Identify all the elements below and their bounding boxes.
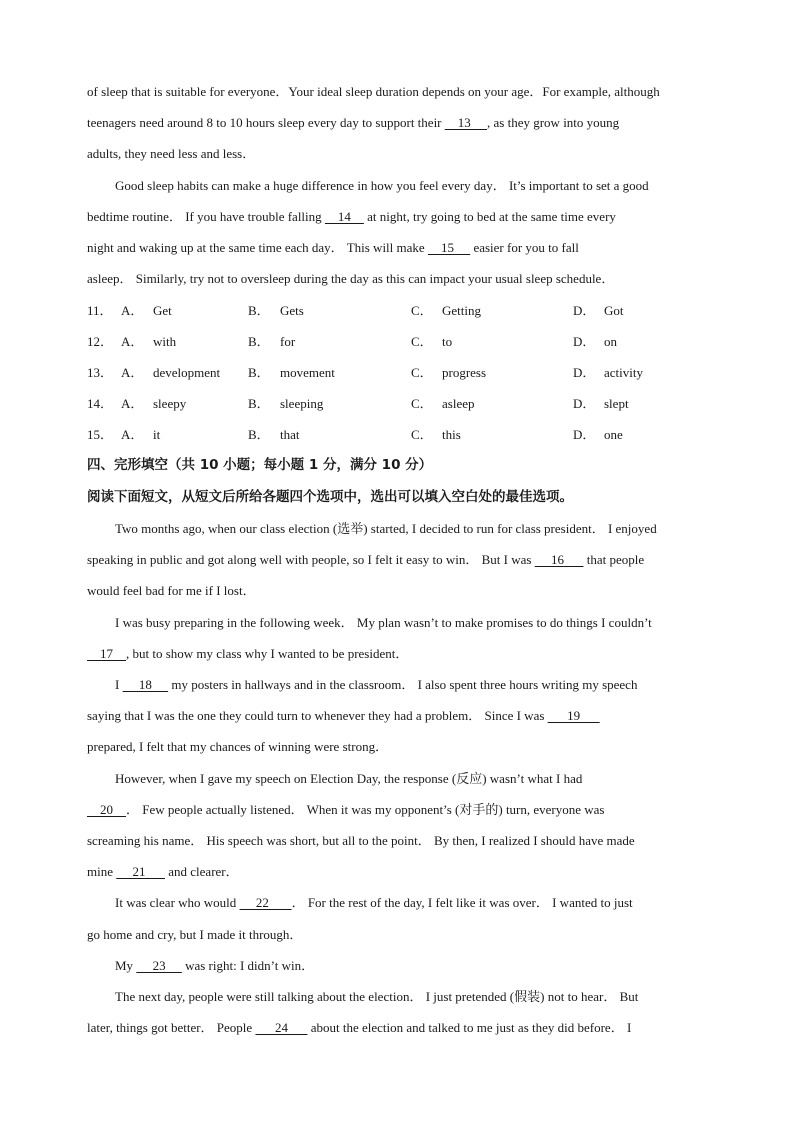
- text: My: [115, 958, 137, 973]
- text: about the election and talked to me just as they did before． I: [307, 1020, 632, 1035]
- text: later, things got better． People: [87, 1020, 256, 1035]
- blank-14[interactable]: 14: [324, 209, 364, 224]
- text: would feel bad for me if I lost．: [87, 583, 256, 598]
- text: my posters in hallways and in the classroom． I also spent three hours writing my speech: [168, 677, 638, 692]
- option-c[interactable]: progress: [442, 365, 487, 380]
- option-b[interactable]: Gets: [280, 303, 304, 318]
- passage-line: [87, 1020, 711, 1036]
- text: I: [115, 677, 123, 692]
- section-title: 四、完形填空（共 10 小题；每小题 1 分，满分 10 分）: [87, 457, 433, 473]
- blank-24[interactable]: 24: [255, 1020, 308, 1035]
- question-number: 12．: [87, 334, 114, 349]
- blank-23[interactable]: 23: [136, 958, 182, 973]
- text: adults, they need less and less．: [87, 146, 256, 161]
- option-letter: B．: [248, 334, 270, 349]
- text: night and waking up at the same time each day． This will make: [87, 240, 428, 255]
- text: go home and cry, but I made it through．: [87, 927, 303, 942]
- blank-13[interactable]: 13: [444, 115, 488, 130]
- passage-line: [87, 209, 711, 225]
- text: mine: [87, 864, 117, 879]
- option-c[interactable]: Getting: [442, 303, 481, 318]
- option-c[interactable]: to: [442, 334, 453, 349]
- question-options-13: [87, 365, 707, 381]
- passage-line: [87, 240, 711, 256]
- option-letter: C．: [411, 365, 433, 380]
- text: was right: I didn’t win．: [181, 958, 315, 973]
- question-number: 11．: [87, 303, 113, 318]
- text: Good sleep habits can make a huge difference in how you feel every day． It’s important to set a good: [115, 178, 649, 193]
- text: ． For the rest of the day, I felt like it was over． I wanted to just: [291, 895, 633, 910]
- text: , as they grow into young: [487, 115, 620, 130]
- question-options-14: [87, 396, 707, 412]
- passage-line: [115, 958, 711, 974]
- text: easier for you to fall: [470, 240, 579, 255]
- passage-line: [87, 146, 711, 162]
- text: screaming his name． His speech was short, but all to the point． By then, I realized I should have made: [87, 833, 635, 848]
- option-letter: A．: [121, 334, 144, 349]
- blank-18[interactable]: 18: [122, 677, 169, 692]
- question-number: 15．: [87, 427, 114, 442]
- option-letter: C．: [411, 427, 433, 442]
- passage-line: [87, 271, 711, 287]
- option-d[interactable]: on: [604, 334, 617, 349]
- option-d[interactable]: slept: [604, 396, 629, 411]
- blank-21[interactable]: 21: [116, 864, 165, 879]
- option-letter: D．: [573, 365, 596, 380]
- option-b[interactable]: movement: [280, 365, 335, 380]
- blank-20[interactable]: 20: [87, 802, 126, 817]
- text: saying that I was the one they could turn to whenever they had a problem． Since I was: [87, 708, 548, 723]
- option-a[interactable]: Get: [153, 303, 172, 318]
- option-letter: A．: [121, 396, 144, 411]
- text: of sleep that is suitable for everyone．Your ideal sleep duration depends on your age．For example, although: [87, 84, 660, 99]
- passage-line: [115, 771, 711, 787]
- passage-line: [87, 833, 711, 849]
- blank-22[interactable]: 22: [239, 895, 292, 910]
- text: teenagers need around 8 to 10 hours sleep every day to support their: [87, 115, 445, 130]
- option-letter: C．: [411, 303, 433, 318]
- passage-line: [87, 927, 711, 943]
- option-letter: D．: [573, 303, 596, 318]
- passage-line: [87, 708, 711, 724]
- option-d[interactable]: activity: [604, 365, 643, 380]
- text: ． Few people actually listened． When it was my opponent’s (对手的) turn, everyone was: [126, 802, 605, 817]
- text: , but to show my class why I wanted to be president．: [126, 646, 409, 661]
- option-letter: A．: [121, 427, 144, 442]
- question-options-11: [87, 303, 707, 319]
- option-letter: D．: [573, 396, 596, 411]
- option-letter: C．: [411, 334, 433, 349]
- option-letter: C．: [411, 396, 433, 411]
- passage-line: [87, 802, 711, 818]
- option-c[interactable]: this: [442, 427, 461, 442]
- option-b[interactable]: that: [280, 427, 300, 442]
- text: at night, try going to bed at the same time every: [363, 209, 616, 224]
- text: that people: [583, 552, 645, 567]
- blank-15[interactable]: 15: [427, 240, 471, 255]
- question-options-15: [87, 427, 707, 443]
- text: speaking in public and got along well with people, so I felt it easy to win． But I was: [87, 552, 535, 567]
- option-d[interactable]: one: [604, 427, 623, 442]
- option-letter: B．: [248, 303, 270, 318]
- option-letter: B．: [248, 365, 270, 380]
- passage-line: [87, 739, 711, 755]
- passage-line: [87, 84, 711, 100]
- option-c[interactable]: asleep: [442, 396, 475, 411]
- passage-line: [115, 615, 711, 631]
- passage-line: [115, 989, 711, 1005]
- option-letter: D．: [573, 334, 596, 349]
- option-letter: A．: [121, 303, 144, 318]
- option-d[interactable]: Got: [604, 303, 624, 318]
- passage-line: [115, 178, 711, 194]
- blank-19[interactable]: 19: [547, 708, 600, 723]
- passage-line: [87, 646, 711, 662]
- question-number: 14．: [87, 396, 114, 411]
- passage-line: [115, 895, 711, 911]
- section-instruction: 阅读下面短文，从短文后所给各题四个选项中，选出可以填入空白处的最佳选项。: [87, 489, 573, 505]
- text: bedtime routine． If you have trouble falling: [87, 209, 325, 224]
- text: and clearer．: [165, 864, 239, 879]
- passage-line: [87, 115, 711, 131]
- text: However, when I gave my speech on Election Day, the response (反应) wasn’t what I had: [115, 771, 583, 786]
- blank-16[interactable]: 16: [534, 552, 584, 567]
- text: Two months ago, when our class election (选举) started, I decided to run for class president． I enjoyed: [115, 521, 657, 536]
- option-b[interactable]: sleeping: [280, 396, 324, 411]
- question-options-12: [87, 334, 707, 350]
- option-letter: A．: [121, 365, 144, 380]
- question-number: 13．: [87, 365, 114, 380]
- option-a[interactable]: with: [153, 334, 177, 349]
- option-a[interactable]: development: [153, 365, 221, 380]
- option-letter: B．: [248, 396, 270, 411]
- text: It was clear who would: [115, 895, 240, 910]
- passage-line: [87, 583, 711, 599]
- text: asleep． Similarly, try not to oversleep during the day as this can impact your usual sleep schedule．: [87, 271, 615, 286]
- option-letter: D．: [573, 427, 596, 442]
- option-letter: B．: [248, 427, 270, 442]
- option-a[interactable]: sleepy: [153, 396, 187, 411]
- text: I was busy preparing in the following week． My plan wasn’t to make promises to do things I couldn’t: [115, 615, 652, 630]
- passage-line: [87, 552, 711, 568]
- option-a[interactable]: it: [153, 427, 161, 442]
- passage-line: [87, 864, 711, 880]
- text: prepared, I felt that my chances of winning were strong．: [87, 739, 389, 754]
- option-b[interactable]: for: [280, 334, 296, 349]
- passage-line: [115, 521, 711, 537]
- passage-line: [115, 677, 711, 693]
- blank-17[interactable]: 17: [87, 646, 126, 661]
- text: The next day, people were still talking about the election． I just pretended (假装) not to hear． But: [115, 989, 639, 1004]
